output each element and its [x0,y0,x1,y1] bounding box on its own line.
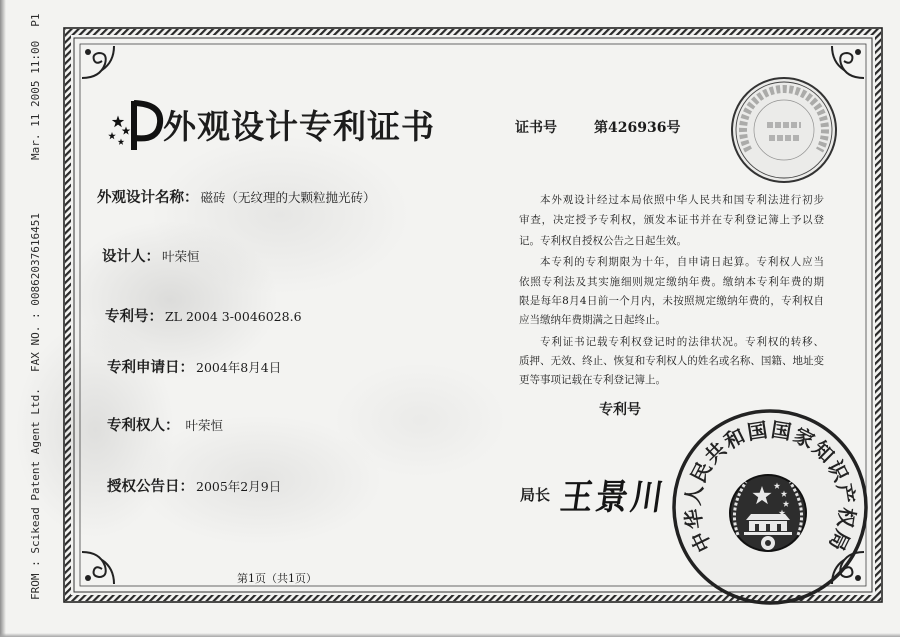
notice-line: 审查，决定授予专利权，颁发本证书并在专利登记簿上予以登 [519,214,824,226]
patentee-value: 叶荣恒 [185,418,224,433]
certificate-number-label: 证书号 [515,120,557,136]
director-label: 局长 [520,486,551,504]
notice-line: 应当缴纳年费期满之日起终止。 [519,314,666,326]
grant-date-value: 2005年2月9日 [196,479,282,494]
grant-date-label: 授权公告日： [107,478,194,495]
application-date-label: 专利申请日： [107,359,194,376]
designer-label: 设计人： [102,248,160,265]
patentee-label: 专利权人： [107,417,180,434]
agency-stamp [729,75,839,185]
grant-date-row [107,477,281,496]
notice-line: 依照专利法及其实施细则规定缴纳年费。缴纳本专利年费的期 [519,276,824,288]
notice-line: 质押、无效、终止、恢复和专利权人的姓名或名称、国籍、地址变 [519,355,824,367]
certificate-title: 外观设计专利证书 [163,107,435,146]
notice-line: 本外观设计经过本局依照中华人民共和国专利法进行初步 [540,194,824,206]
fax-from: FROM : Scikead Patent Agent Ltd. [29,388,42,600]
certificate-number: 第426936号 [594,120,681,136]
patent-number-row [105,307,302,326]
notice-line: 本专利的专利期限为十年，自申请日起算。专利权人应当 [540,256,824,268]
sipo-official-seal [670,407,870,607]
design-name-label: 外观设计名称： [97,189,199,206]
patent-number-label: 专利号： [105,308,163,325]
notice-line: 更等事项记载在专利登记簿上。 [519,374,666,386]
notice-line: 专利证书记载专利权登记时的法律状况。专利权的转移、 [540,336,824,348]
corner-ornament-bottom-left [82,552,114,584]
national-emblem-icon [730,475,806,551]
seal-text-path: 中华人民共和国国家知识产权局 [680,417,860,557]
corner-ornament-top-left [82,46,114,78]
application-date-row [107,358,281,377]
patent-number-label-right: 专利号 [599,402,641,418]
design-name-value: 磁砖（无纹理的大颗粒抛光砖） [200,190,376,205]
page-footer: 第1页（共1页） [237,572,317,585]
director-signature: 王景川 [558,476,669,518]
designer-row [102,247,200,266]
corner-ornament-top-right [832,46,864,78]
patentee-row [107,416,223,435]
fax-date-time: Mar. 11 2005 11:00 [29,40,42,160]
notice-line: 限是每年8月4日前一个月内，未按照规定缴纳年费的，专利权自 [519,295,824,307]
patent-office-logo-icon [103,96,165,154]
application-date-value: 2004年8月4日 [196,360,282,375]
patent-number-value: ZL 2004 3-0046028.6 [165,309,302,324]
fax-number: FAX NO. : 00862037616451 [29,213,42,372]
design-name-row [97,188,376,207]
designer-value: 叶荣恒 [162,249,200,264]
fax-page: P1 [29,13,42,27]
notice-line: 记。专利权自授权公告之日起生效。 [519,235,687,247]
